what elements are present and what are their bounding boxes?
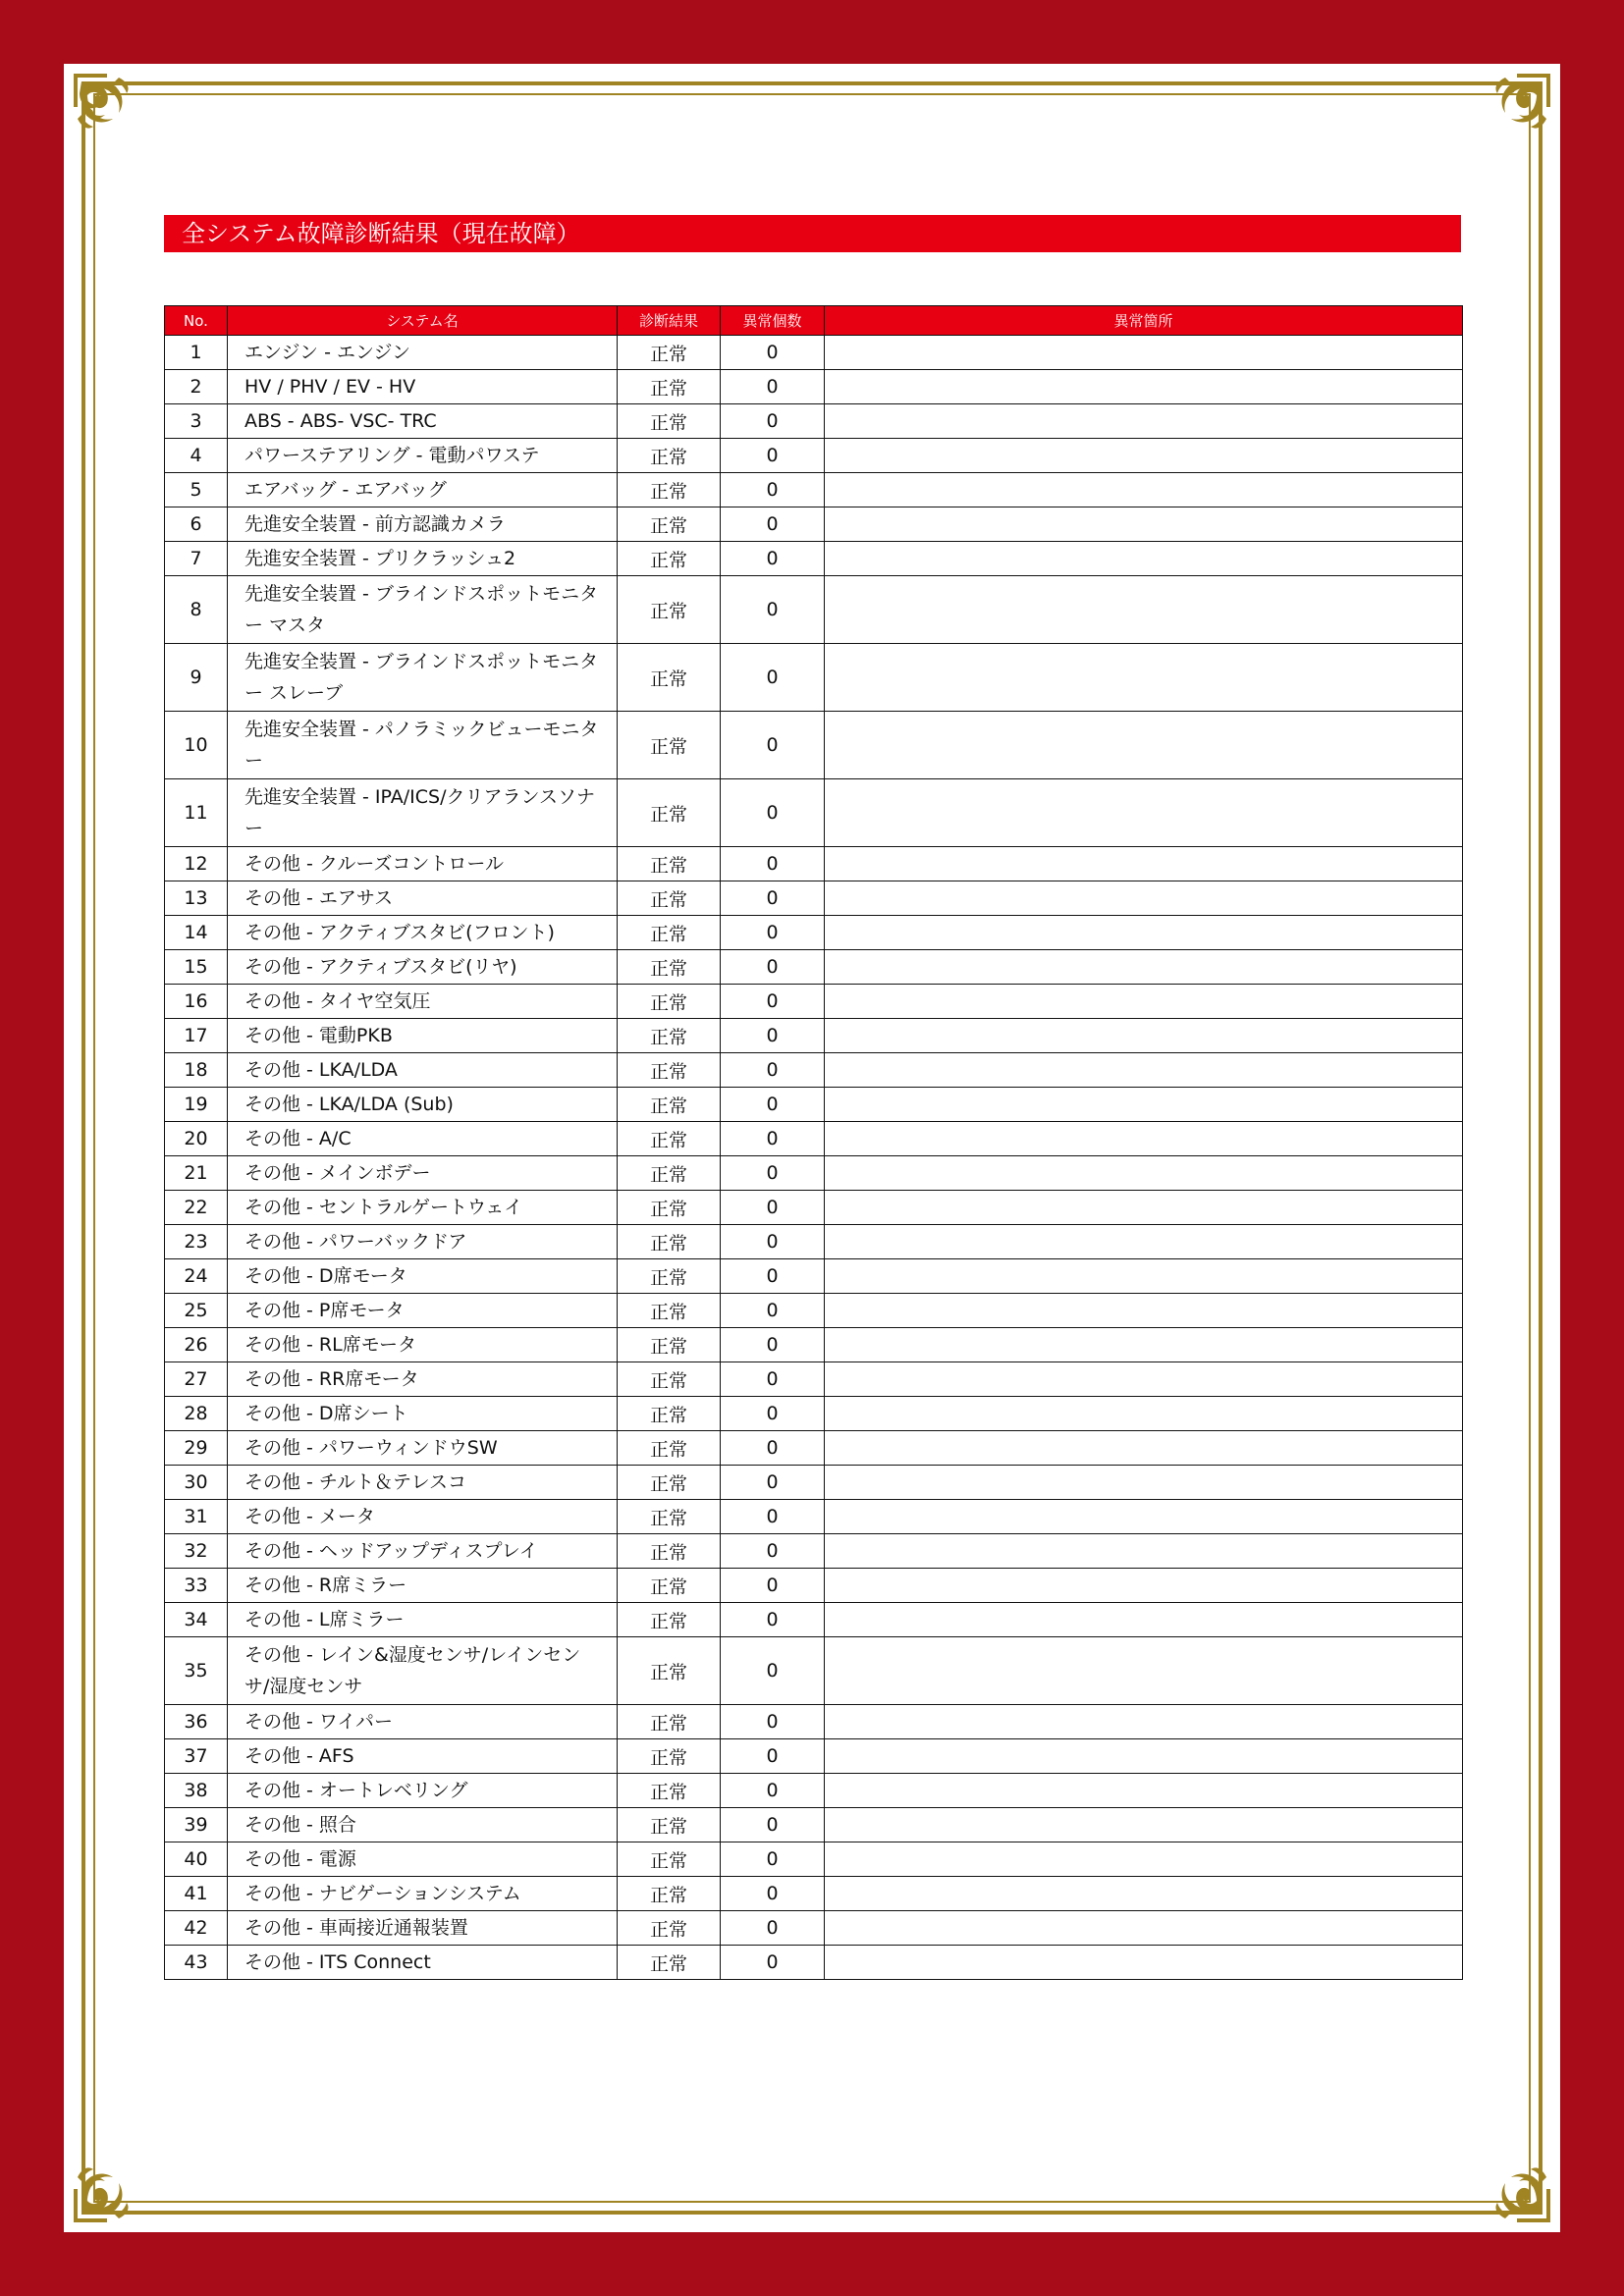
table-row bbox=[165, 1053, 1463, 1088]
fault-location bbox=[825, 712, 1463, 779]
table-row bbox=[165, 1637, 1463, 1705]
fault-location bbox=[825, 1911, 1463, 1946]
row-number: 9 bbox=[165, 644, 228, 712]
row-number: 27 bbox=[165, 1362, 228, 1397]
diagnosis-result: 正常 bbox=[618, 644, 721, 712]
ornament-corner-icon bbox=[68, 2134, 162, 2228]
system-name: その他 - ワイパー bbox=[228, 1705, 618, 1739]
fault-location bbox=[825, 1294, 1463, 1328]
table-row bbox=[165, 1156, 1463, 1191]
row-number: 43 bbox=[165, 1946, 228, 1980]
table-row bbox=[165, 1466, 1463, 1500]
diagnosis-result: 正常 bbox=[618, 1191, 721, 1225]
diagnosis-result: 正常 bbox=[618, 336, 721, 370]
table-row bbox=[165, 1294, 1463, 1328]
table-row bbox=[165, 1569, 1463, 1603]
fault-count: 0 bbox=[721, 1500, 825, 1534]
table-row bbox=[165, 1534, 1463, 1569]
fault-location bbox=[825, 1259, 1463, 1294]
system-name: その他 - AFS bbox=[228, 1739, 618, 1774]
table-row bbox=[165, 1739, 1463, 1774]
fault-location bbox=[825, 1808, 1463, 1842]
table-row bbox=[165, 439, 1463, 473]
system-name: その他 - メインボデー bbox=[228, 1156, 618, 1191]
system-name: その他 - レイン&湿度センサ/レインセンサ/湿度センサ bbox=[228, 1637, 618, 1705]
system-name: その他 - D席シート bbox=[228, 1397, 618, 1431]
row-number: 12 bbox=[165, 847, 228, 881]
system-name: その他 - オートレベリング bbox=[228, 1774, 618, 1808]
row-number: 22 bbox=[165, 1191, 228, 1225]
system-name: その他 - チルト＆テレスコ bbox=[228, 1466, 618, 1500]
table-row bbox=[165, 1122, 1463, 1156]
diagnosis-result: 正常 bbox=[618, 542, 721, 576]
table-row bbox=[165, 881, 1463, 916]
table-row bbox=[165, 644, 1463, 712]
row-number: 42 bbox=[165, 1911, 228, 1946]
table-row bbox=[165, 950, 1463, 985]
fault-count: 0 bbox=[721, 1225, 825, 1259]
diagnosis-result: 正常 bbox=[618, 1774, 721, 1808]
fault-location bbox=[825, 439, 1463, 473]
diagnosis-result: 正常 bbox=[618, 1397, 721, 1431]
diagnosis-result: 正常 bbox=[618, 1328, 721, 1362]
diagnosis-result: 正常 bbox=[618, 1739, 721, 1774]
row-number: 7 bbox=[165, 542, 228, 576]
ornament-corner-icon bbox=[68, 68, 162, 162]
fault-location bbox=[825, 1328, 1463, 1362]
fault-count: 0 bbox=[721, 1328, 825, 1362]
fault-count: 0 bbox=[721, 644, 825, 712]
row-number: 10 bbox=[165, 712, 228, 779]
fault-location bbox=[825, 1739, 1463, 1774]
system-name: その他 - クルーズコントロール bbox=[228, 847, 618, 881]
system-name: その他 - LKA/LDA bbox=[228, 1053, 618, 1088]
system-name: 先進安全装置 - IPA/ICS/クリアランスソナー bbox=[228, 779, 618, 847]
row-number: 5 bbox=[165, 473, 228, 507]
fault-location bbox=[825, 1877, 1463, 1911]
table-row bbox=[165, 1603, 1463, 1637]
row-number: 24 bbox=[165, 1259, 228, 1294]
row-number: 23 bbox=[165, 1225, 228, 1259]
system-name: その他 - ナビゲーションシステム bbox=[228, 1877, 618, 1911]
row-number: 1 bbox=[165, 336, 228, 370]
fault-location bbox=[825, 1088, 1463, 1122]
system-name: その他 - ITS Connect bbox=[228, 1946, 618, 1980]
diagnosis-result: 正常 bbox=[618, 507, 721, 542]
fault-location bbox=[825, 1705, 1463, 1739]
diagnosis-result: 正常 bbox=[618, 1946, 721, 1980]
fault-count: 0 bbox=[721, 1877, 825, 1911]
fault-count: 0 bbox=[721, 712, 825, 779]
system-name: ABS - ABS- VSC- TRC bbox=[228, 404, 618, 439]
system-name: その他 - D席モータ bbox=[228, 1259, 618, 1294]
system-name: 先進安全装置 - 前方認識カメラ bbox=[228, 507, 618, 542]
diagnosis-result: 正常 bbox=[618, 1534, 721, 1569]
diagnosis-result: 正常 bbox=[618, 985, 721, 1019]
fault-count: 0 bbox=[721, 1569, 825, 1603]
diagnosis-result: 正常 bbox=[618, 1294, 721, 1328]
system-name: その他 - 電源 bbox=[228, 1842, 618, 1877]
fault-count: 0 bbox=[721, 1088, 825, 1122]
fault-location bbox=[825, 881, 1463, 916]
fault-count: 0 bbox=[721, 336, 825, 370]
fault-count: 0 bbox=[721, 1431, 825, 1466]
table-row bbox=[165, 1328, 1463, 1362]
fault-location bbox=[825, 542, 1463, 576]
row-number: 13 bbox=[165, 881, 228, 916]
fault-count: 0 bbox=[721, 370, 825, 404]
fault-location bbox=[825, 950, 1463, 985]
fault-location bbox=[825, 644, 1463, 712]
row-number: 17 bbox=[165, 1019, 228, 1053]
table-row bbox=[165, 1088, 1463, 1122]
fault-location bbox=[825, 847, 1463, 881]
fault-count: 0 bbox=[721, 1842, 825, 1877]
fault-count: 0 bbox=[721, 1637, 825, 1705]
fault-location bbox=[825, 370, 1463, 404]
fault-location bbox=[825, 1637, 1463, 1705]
fault-count: 0 bbox=[721, 1911, 825, 1946]
fault-location bbox=[825, 1191, 1463, 1225]
diagnosis-result: 正常 bbox=[618, 370, 721, 404]
fault-count: 0 bbox=[721, 1259, 825, 1294]
table-row bbox=[165, 542, 1463, 576]
system-name: 先進安全装置 - パノラミックビューモニター bbox=[228, 712, 618, 779]
fault-location bbox=[825, 1842, 1463, 1877]
row-number: 8 bbox=[165, 576, 228, 644]
row-number: 2 bbox=[165, 370, 228, 404]
system-name: 先進安全装置 - ブラインドスポットモニター スレーブ bbox=[228, 644, 618, 712]
fault-location bbox=[825, 1500, 1463, 1534]
table-row bbox=[165, 1946, 1463, 1980]
diagnosis-result: 正常 bbox=[618, 1362, 721, 1397]
fault-location bbox=[825, 1362, 1463, 1397]
system-name: その他 - メータ bbox=[228, 1500, 618, 1534]
diagnosis-result: 正常 bbox=[618, 1877, 721, 1911]
system-name: HV / PHV / EV - HV bbox=[228, 370, 618, 404]
fault-location bbox=[825, 336, 1463, 370]
fault-location bbox=[825, 1946, 1463, 1980]
column-header-count: 異常個数 bbox=[721, 306, 825, 336]
table-row bbox=[165, 916, 1463, 950]
table-row bbox=[165, 336, 1463, 370]
fault-count: 0 bbox=[721, 1705, 825, 1739]
row-number: 30 bbox=[165, 1466, 228, 1500]
row-number: 41 bbox=[165, 1877, 228, 1911]
fault-count: 0 bbox=[721, 1808, 825, 1842]
diagnosis-result: 正常 bbox=[618, 1466, 721, 1500]
diagnosis-result: 正常 bbox=[618, 1122, 721, 1156]
system-name: その他 - ヘッドアップディスプレイ bbox=[228, 1534, 618, 1569]
fault-count: 0 bbox=[721, 1019, 825, 1053]
diagnosis-result: 正常 bbox=[618, 916, 721, 950]
system-name: その他 - アクティブスタビ(フロント) bbox=[228, 916, 618, 950]
row-number: 15 bbox=[165, 950, 228, 985]
fault-count: 0 bbox=[721, 881, 825, 916]
fault-count: 0 bbox=[721, 916, 825, 950]
diagnosis-result: 正常 bbox=[618, 1705, 721, 1739]
table-row bbox=[165, 1808, 1463, 1842]
fault-count: 0 bbox=[721, 1191, 825, 1225]
diagnosis-result: 正常 bbox=[618, 1019, 721, 1053]
diagnosis-result: 正常 bbox=[618, 1808, 721, 1842]
fault-location bbox=[825, 916, 1463, 950]
table-row bbox=[165, 576, 1463, 644]
system-name: その他 - A/C bbox=[228, 1122, 618, 1156]
row-number: 35 bbox=[165, 1637, 228, 1705]
table-row bbox=[165, 1842, 1463, 1877]
table-row bbox=[165, 404, 1463, 439]
fault-location bbox=[825, 1603, 1463, 1637]
fault-location bbox=[825, 1534, 1463, 1569]
diagnosis-result: 正常 bbox=[618, 1053, 721, 1088]
diagnosis-table bbox=[164, 305, 1463, 1980]
fault-location bbox=[825, 404, 1463, 439]
diagnosis-result: 正常 bbox=[618, 1603, 721, 1637]
table-row bbox=[165, 779, 1463, 847]
fault-location bbox=[825, 1774, 1463, 1808]
system-name: その他 - LKA/LDA (Sub) bbox=[228, 1088, 618, 1122]
fault-location bbox=[825, 1431, 1463, 1466]
table-row bbox=[165, 712, 1463, 779]
fault-count: 0 bbox=[721, 1397, 825, 1431]
row-number: 4 bbox=[165, 439, 228, 473]
fault-count: 0 bbox=[721, 1739, 825, 1774]
fault-location bbox=[825, 576, 1463, 644]
table-row bbox=[165, 507, 1463, 542]
diagnosis-result: 正常 bbox=[618, 950, 721, 985]
fault-location bbox=[825, 1225, 1463, 1259]
row-number: 31 bbox=[165, 1500, 228, 1534]
system-name: その他 - パワーバックドア bbox=[228, 1225, 618, 1259]
fault-location bbox=[825, 1397, 1463, 1431]
fault-count: 0 bbox=[721, 542, 825, 576]
diagnosis-result: 正常 bbox=[618, 881, 721, 916]
diagnosis-result: 正常 bbox=[618, 779, 721, 847]
system-name: その他 - アクティブスタビ(リヤ) bbox=[228, 950, 618, 985]
table-row bbox=[165, 985, 1463, 1019]
fault-count: 0 bbox=[721, 1122, 825, 1156]
diagnosis-result: 正常 bbox=[618, 1259, 721, 1294]
system-name: その他 - 電動PKB bbox=[228, 1019, 618, 1053]
system-name: その他 - RR席モータ bbox=[228, 1362, 618, 1397]
row-number: 16 bbox=[165, 985, 228, 1019]
fault-count: 0 bbox=[721, 576, 825, 644]
system-name: 先進安全装置 - プリクラッシュ2 bbox=[228, 542, 618, 576]
table-row bbox=[165, 1705, 1463, 1739]
system-name: その他 - L席ミラー bbox=[228, 1603, 618, 1637]
table-row bbox=[165, 1774, 1463, 1808]
fault-count: 0 bbox=[721, 1603, 825, 1637]
fault-location bbox=[825, 507, 1463, 542]
system-name: その他 - P席モータ bbox=[228, 1294, 618, 1328]
row-number: 19 bbox=[165, 1088, 228, 1122]
system-name: 先進安全装置 - ブラインドスポットモニター マスタ bbox=[228, 576, 618, 644]
row-number: 14 bbox=[165, 916, 228, 950]
fault-count: 0 bbox=[721, 1534, 825, 1569]
diagnosis-result: 正常 bbox=[618, 1637, 721, 1705]
table-row bbox=[165, 1397, 1463, 1431]
fault-count: 0 bbox=[721, 950, 825, 985]
system-name: その他 - 照合 bbox=[228, 1808, 618, 1842]
table-row bbox=[165, 1019, 1463, 1053]
row-number: 37 bbox=[165, 1739, 228, 1774]
system-name: パワーステアリング - 電動パワステ bbox=[228, 439, 618, 473]
fault-location bbox=[825, 985, 1463, 1019]
system-name: その他 - タイヤ空気圧 bbox=[228, 985, 618, 1019]
fault-location bbox=[825, 1156, 1463, 1191]
system-name: その他 - 車両接近通報装置 bbox=[228, 1911, 618, 1946]
system-name: エアバッグ - エアバッグ bbox=[228, 473, 618, 507]
fault-location bbox=[825, 1466, 1463, 1500]
diagnosis-result: 正常 bbox=[618, 847, 721, 881]
diagnosis-result: 正常 bbox=[618, 1911, 721, 1946]
system-name: その他 - パワーウィンドウSW bbox=[228, 1431, 618, 1466]
report-title: 全システム故障診断結果（現在故障） bbox=[164, 215, 1461, 252]
table-row bbox=[165, 1191, 1463, 1225]
row-number: 11 bbox=[165, 779, 228, 847]
row-number: 38 bbox=[165, 1774, 228, 1808]
diagnosis-result: 正常 bbox=[618, 1088, 721, 1122]
fault-count: 0 bbox=[721, 439, 825, 473]
diagnosis-result: 正常 bbox=[618, 1431, 721, 1466]
fault-count: 0 bbox=[721, 1946, 825, 1980]
diagnosis-result: 正常 bbox=[618, 1500, 721, 1534]
row-number: 21 bbox=[165, 1156, 228, 1191]
diagnosis-result: 正常 bbox=[618, 576, 721, 644]
fault-count: 0 bbox=[721, 847, 825, 881]
row-number: 25 bbox=[165, 1294, 228, 1328]
row-number: 6 bbox=[165, 507, 228, 542]
row-number: 20 bbox=[165, 1122, 228, 1156]
fault-count: 0 bbox=[721, 1294, 825, 1328]
system-name: その他 - セントラルゲートウェイ bbox=[228, 1191, 618, 1225]
table-row bbox=[165, 1431, 1463, 1466]
fault-location bbox=[825, 1019, 1463, 1053]
row-number: 3 bbox=[165, 404, 228, 439]
row-number: 36 bbox=[165, 1705, 228, 1739]
table-row bbox=[165, 1259, 1463, 1294]
column-header-result: 診断結果 bbox=[618, 306, 721, 336]
diagnosis-result: 正常 bbox=[618, 473, 721, 507]
diagnosis-result: 正常 bbox=[618, 1569, 721, 1603]
ornament-corner-icon bbox=[1462, 68, 1556, 162]
fault-count: 0 bbox=[721, 507, 825, 542]
fault-location bbox=[825, 473, 1463, 507]
ornament-corner-icon bbox=[1462, 2134, 1556, 2228]
table-row bbox=[165, 1911, 1463, 1946]
diagnosis-result: 正常 bbox=[618, 1156, 721, 1191]
fault-location bbox=[825, 1053, 1463, 1088]
diagnosis-result: 正常 bbox=[618, 1842, 721, 1877]
row-number: 34 bbox=[165, 1603, 228, 1637]
report-page bbox=[64, 64, 1560, 2232]
table-row bbox=[165, 370, 1463, 404]
row-number: 32 bbox=[165, 1534, 228, 1569]
table-row bbox=[165, 1225, 1463, 1259]
column-header-location: 異常箇所 bbox=[825, 306, 1463, 336]
column-header-no: No. bbox=[165, 306, 228, 336]
row-number: 40 bbox=[165, 1842, 228, 1877]
table-row bbox=[165, 1362, 1463, 1397]
fault-location bbox=[825, 779, 1463, 847]
fault-count: 0 bbox=[721, 1053, 825, 1088]
table-row bbox=[165, 847, 1463, 881]
fault-count: 0 bbox=[721, 1362, 825, 1397]
column-header-system: システム名 bbox=[228, 306, 618, 336]
table-row bbox=[165, 1877, 1463, 1911]
fault-location bbox=[825, 1122, 1463, 1156]
diagnosis-result: 正常 bbox=[618, 404, 721, 439]
row-number: 33 bbox=[165, 1569, 228, 1603]
fault-count: 0 bbox=[721, 1156, 825, 1191]
fault-count: 0 bbox=[721, 404, 825, 439]
fault-count: 0 bbox=[721, 1774, 825, 1808]
fault-count: 0 bbox=[721, 473, 825, 507]
row-number: 18 bbox=[165, 1053, 228, 1088]
diagnosis-result: 正常 bbox=[618, 439, 721, 473]
row-number: 26 bbox=[165, 1328, 228, 1362]
system-name: その他 - RL席モータ bbox=[228, 1328, 618, 1362]
table-row bbox=[165, 473, 1463, 507]
diagnosis-result: 正常 bbox=[618, 1225, 721, 1259]
row-number: 29 bbox=[165, 1431, 228, 1466]
fault-count: 0 bbox=[721, 779, 825, 847]
diagnosis-result: 正常 bbox=[618, 712, 721, 779]
table-header-row bbox=[165, 306, 1463, 336]
system-name: その他 - R席ミラー bbox=[228, 1569, 618, 1603]
fault-count: 0 bbox=[721, 1466, 825, 1500]
system-name: その他 - エアサス bbox=[228, 881, 618, 916]
fault-location bbox=[825, 1569, 1463, 1603]
row-number: 39 bbox=[165, 1808, 228, 1842]
table-row bbox=[165, 1500, 1463, 1534]
system-name: エンジン - エンジン bbox=[228, 336, 618, 370]
row-number: 28 bbox=[165, 1397, 228, 1431]
fault-count: 0 bbox=[721, 985, 825, 1019]
